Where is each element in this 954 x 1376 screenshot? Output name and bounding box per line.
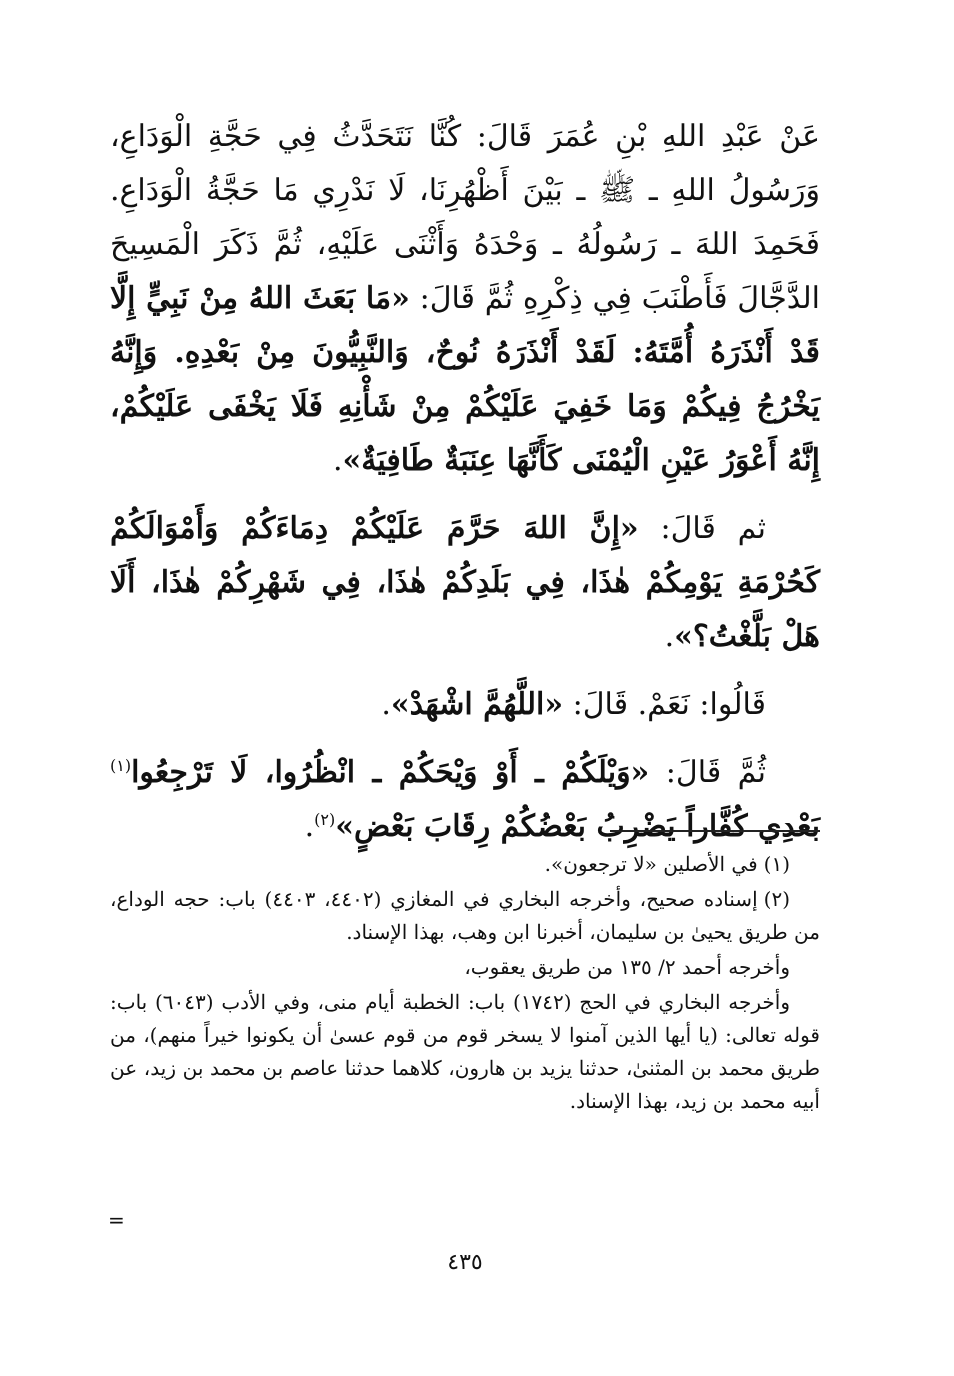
prophetic-quote: «إِنَّ اللهَ حَرَّمَ عَلَيْكُمْ دِمَاءَكُمْ وَأَمْوَالَكُمْ كَحُرْمَةِ يَوْمِكُمْ هٰذَا، فِي بَلَدِكُمْ هٰذَا، فِي شَهْرِكُمْ هٰذَا، أَلَا هَلْ بَلَّغْتُ؟» <box>110 511 820 654</box>
footnote-text: في الأصلين «لا ترجعون». <box>544 852 758 876</box>
paragraph-end: . <box>381 687 391 722</box>
prophetic-quote: «اللَّهُمَّ اشْهَدْ» <box>390 687 564 722</box>
footnote-divider <box>610 830 820 832</box>
footnote-text: وأخرجه البخاري في الحج (١٧٤٢) باب: الخطبة أيام منى، وفي الأدب (٦٠٤٣) باب: قوله تعالى: (يا أيها الذين آمنوا لا يسخر قوم من قوم عسىٰ أن يكونوا خيراً منهم)، من طريق محمد بن المثنىٰ، حدثنا يزيد بن هارون، كلاهما حدثنا عاصم بن محمد بن زيد، عن أبيه محمد بن زيد، بهذا الإسناد. <box>110 990 820 1113</box>
footnotes-section <box>110 848 820 1120</box>
narration-text: ثم قَالَ: <box>638 511 766 546</box>
footnote-2 <box>110 883 820 949</box>
prophetic-quote-continued: بَعْدِي كُفَّاراً يَضْرِبُ بَعْضُكُمْ رِقَابَ بَعْضٍ» <box>335 809 820 844</box>
footnote-number: (٢) <box>763 887 790 911</box>
prophetic-quote: «وَيْلَكُمْ ـ أَوْ وَيْحَكُمْ ـ انْظُرُوا، لَا تَرْجِعُوا <box>131 755 650 790</box>
prophetic-quote: «مَا بَعَثَ اللهُ مِنْ نَبِيٍّ إِلَّا قَدْ أَنْذَرَهُ أُمَّتَهُ: لَقَدْ أَنْذَرَهُ نُوحٌ، وَالنَّبِيُّونَ مِنْ بَعْدِهِ. وَإِنَّهُ يَخْرُجُ فِيكُمْ وَمَا خَفِيَ عَلَيْكُمْ مِنْ شَأْنِهِ فَلَا يَخْفَى عَلَيْكُمْ، إِنَّهُ أَعْوَرُ عَيْنِ الْيُمْنَى كَأَنَّهَا عِنَبَةٌ طَافِيَةٌ» <box>110 281 820 478</box>
footnote-marker-2[interactable]: (٢) <box>314 810 336 829</box>
hadith-paragraph-1 <box>110 110 820 488</box>
narration-text: ثُمَّ قَالَ: <box>649 755 766 790</box>
hadith-paragraph-3 <box>110 678 820 732</box>
paragraph-end: . <box>304 809 315 844</box>
hadith-paragraph-4 <box>110 746 820 854</box>
footnote-number: (١) <box>763 852 790 876</box>
footnote-2-continued <box>110 986 820 1118</box>
paragraph-end: . <box>664 619 675 654</box>
hadith-paragraph-2 <box>110 502 820 664</box>
footnote-text: إسناده صحيح، وأخرجه البخاري في المغازي (٤٤٠٢، ٤٤٠٣) باب: حجه الوداع، من طريق يحيىٰ بن سليمان، أخبرنا ابن وهب، بهذا الإسناد. <box>110 887 820 944</box>
footnote-1 <box>110 848 820 881</box>
footnote-marker-1[interactable]: (١) <box>110 756 132 775</box>
footnote-text: وأخرجه أحمد ٢/ ١٣٥ من طريق يعقوب، <box>464 955 790 979</box>
book-page <box>110 110 820 1310</box>
narration-text: عَنْ عَبْدِ اللهِ بْنِ عُمَرَ قَالَ: كُنَّا نَتَحَدَّثُ فِي حَجَّةِ الْوَدَاعِ، وَرَسُولُ اللهِ ـ ﷺ ـ بَيْنَ أَظْهُرِنَا، لَا نَدْرِي مَا حَجَّةُ الْوَدَاعِ. فَحَمِدَ اللهَ ـ رَسُولُهُ ـ وَحْدَهُ وَأَثْنَى عَلَيْهِ، ثُمَّ ذَكَرَ الْمَسِيحَ الدَّجَّالَ فَأَطْنَبَ فِي ذِكْرِهِ ثُمَّ قَالَ: <box>110 119 821 316</box>
continuation-mark: = <box>108 1208 125 1232</box>
page-number: ٤٣٥ <box>447 1250 483 1275</box>
footnote-2-continued <box>110 951 820 984</box>
paragraph-end: . <box>333 443 343 478</box>
narration-text: قَالُوا: نَعَمْ. قَالَ: <box>563 687 766 722</box>
